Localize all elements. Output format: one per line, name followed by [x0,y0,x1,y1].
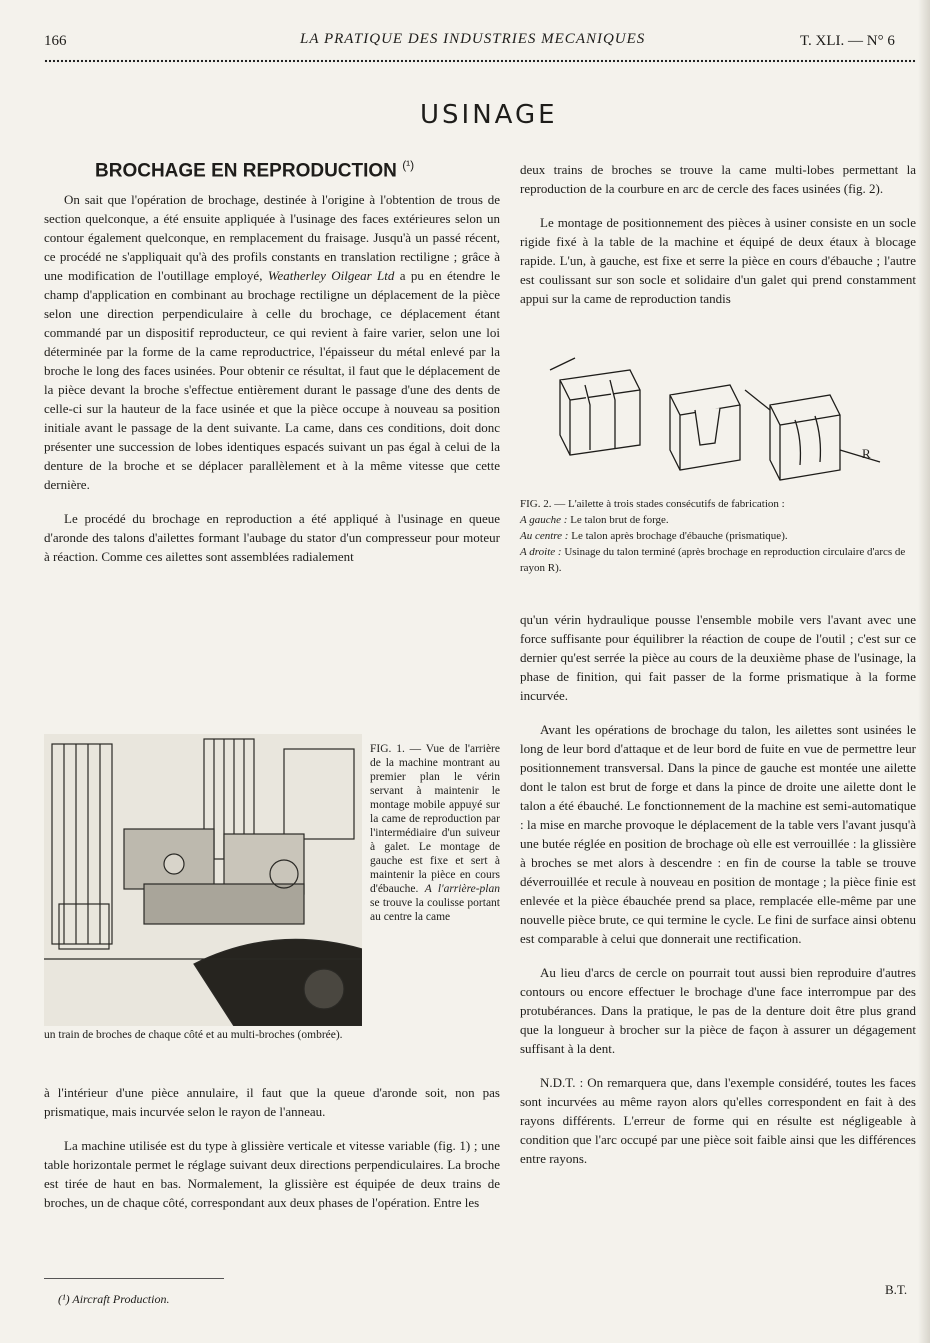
author-signature: B.T. [885,1282,908,1297]
paragraph: Le procédé du brochage en reproduction a été appliqué à l'usinage en queue d'aronde des talons d'ailettes formant l'aubage du stator d'un compresseur pour moteur à réaction. Comme ces ailettes sont assemblées radialement [44,511,500,564]
paragraph: à l'intérieur d'une pièce annulaire, il faut que la queue d'aronde soit, non pas prismatique, mais incurvée selon le rayon de l'anneau. [44,1085,500,1119]
translator-note: N.D.T. : On remarquera que, dans l'exemple considéré, toutes les faces sont incurvées au même rayon alors qu'elles correspondent en fait à des rayons différents. L'erreur de forme qui en résulte est négligeable à condition que l'arc occupé par une pièce soit faible ainsi que les différences entre rayons. [520,1075,916,1166]
left-column-bottom [44,1083,500,1227]
figure-2-caption: FIG. 2. — L'ailette à trois stades consécutifs de fabrication : A gauche : Le talon brut de forge. Au centre : Le talon après brochage d'ébauche (prismatique). A droite : Usinage du talon terminé (après brochage en reproduction circulaire d'arcs de rayon R). [520,498,906,574]
paragraph: qu'un vérin hydraulique pousse l'ensemble mobile vers l'avant avec une force suffisante pour équilibrer la réaction de coupe de l'outil ; c'est sur ce dernier qu'est serrée la pièce au cours de la deuxième phase de l'usinage, la phase de finition, qui fait passer de la forme prismatique à la forme incurvée. [520,612,916,703]
paragraph: La machine utilisée est du type à glissière verticale et vitesse variable (fig. 1) ; une table horizontale permet le réglage suivant deux directions perpendiculaires. La broche est tirée de haut en bas. Normalement, la glissière est équipée de deux trains de broches, un de chaque côté, correspondant aux deux phases de l'opération. Entre les [44,1138,500,1210]
article-title-text: BROCHAGE EN REPRODUCTION [95,160,397,182]
page-number: 166 [44,33,67,49]
company-name: Weatherley Oilgear Ltd [267,268,395,283]
figure-1-caption-continued: un train de broches de chaque côté et au multi-broches (ombrée). [44,1029,343,1041]
journal-title: LA PRATIQUE DES INDUSTRIES MECANIQUES [300,31,646,47]
volume-number: T. XLI. — N° 6 [800,33,895,49]
paragraph: Le montage de positionnement des pièces à usiner consiste en un socle rigide fixé à la table de la machine et équipé de deux étaux à blocage rapide. L'un, à gauche, est fixe et serre la pièce en cours d'ébauche ; l'autre est coulissant sur son socle et solidaire d'un galet qui prend constamment appui sur la came de reproduction tandis [520,215,916,306]
paragraph: Au lieu d'arcs de cercle on pourrait tout aussi bien reproduire d'autres contours ou encore effectuer le brochage d'une face interrompue par des protubérances. Dans la pratique, le pas de la denture doit être plus grand que la longueur à brocher sur la pièce de façon à assurer un dégagement suffisant à la dent. [520,965,916,1056]
footnote-rule [44,1278,224,1279]
left-column-top [44,190,500,581]
article-title [95,158,414,182]
footnote: (¹) Aircraft Production. [58,1292,170,1306]
footnote-marker: (¹) [402,158,415,172]
radius-label: R [862,446,871,461]
header-rule [44,58,916,64]
figure-1-caption: FIG. 1. — Vue de l'arrière de la machine montrant au premier plan le vérin servant à maintenir le montage mobile appuyé sur la came de reproduction par l'intermédiaire d'un suiveur à galet. Le montage de gauche est fixe et sert à maintenir la pièce en cours d'ébauche. A l'arrière-plan se trouve la coulisse portant au centre la came [370,743,500,923]
page-edge-shadow [918,0,930,1343]
right-column-top [520,160,916,323]
right-column-main [520,610,916,1183]
figure-2-blade-stages [540,350,890,490]
page-header [0,0,930,70]
paragraph: deux trains de broches se trouve la came multi-lobes permettant la reproduction de la courbure en arc de cercle des faces usinées (fig. 2). [520,162,916,196]
paragraph: On sait que l'opération de brochage, destinée à l'origine à l'obtention de trous de section quelconque, a été ensuite appliquée à l'usinage des faces extérieures selon un contour également quelconque, en remplacement du fraisage. Jusqu'à un passé récent, ce procédé ne s'appliquait qu'à des profils constants en translation rectiligne ; grâce à une modification de l'outillage employé, Weatherley Oilgear Ltd a pu en étendre le champ d'application en combinant au brochage rectiligne un déplacement de la pièce selon une direction perpendiculaire à celle du brochage, ce déplacement étant commandé par un dispositif reproducteur, ce qui revient à faire varier, selon une loi déterminée par la forme de la came reproductrice, l'épaisseur du métal enlevé par la broche le long des faces usinées. Pour obtenir ce résultat, il faut que le déplacement de la pièce devant la broche s'effectue entièrement durant le passage d'une des dents de celle-ci sur la hauteur de la face usinée et que la pièce occupe à nouveau sa position initiale avant le passage de la dent suivante. La came, dans ces conditions, doit donc présenter une succession de lobes identiques espacés suivant un pas égal à celui de la denture de la broche et se déplacer parallèlement et à la même vitesse que cette dernière. [44,192,500,492]
figure-1-machine-photo [44,734,362,1026]
paragraph: Avant les opérations de brochage du talon, les ailettes sont usinées le long de leur bord d'attaque et de leur bord de fuite en vue de permettre leur positionnement transversal. Dans la pince de gauche est montée une ailette dont le talon est brut de forge et dans la pince de droite une ailette dont le talon a été ébauché. Le fonctionnement de la machine est semi-automatique : la mise en marche provoque le déplacement de la table vers l'avant jusqu'à une butée réglée en position de brochage où elle est verrouillée : la glissière à broches se met alors à descendre : en fin de course la table se trouve déverrouillée et recule à nouveau en position de montage ; la pièce finie est enlevée et la pièce ébauchée prend sa place, remplacée elle-même par une nouvelle pièce brute, ce qui termine le cycle. Le fini de surface ainsi obtenu est comparable à celui que donnerait une rectification. [520,722,916,946]
section-title: USINAGE [420,100,558,130]
